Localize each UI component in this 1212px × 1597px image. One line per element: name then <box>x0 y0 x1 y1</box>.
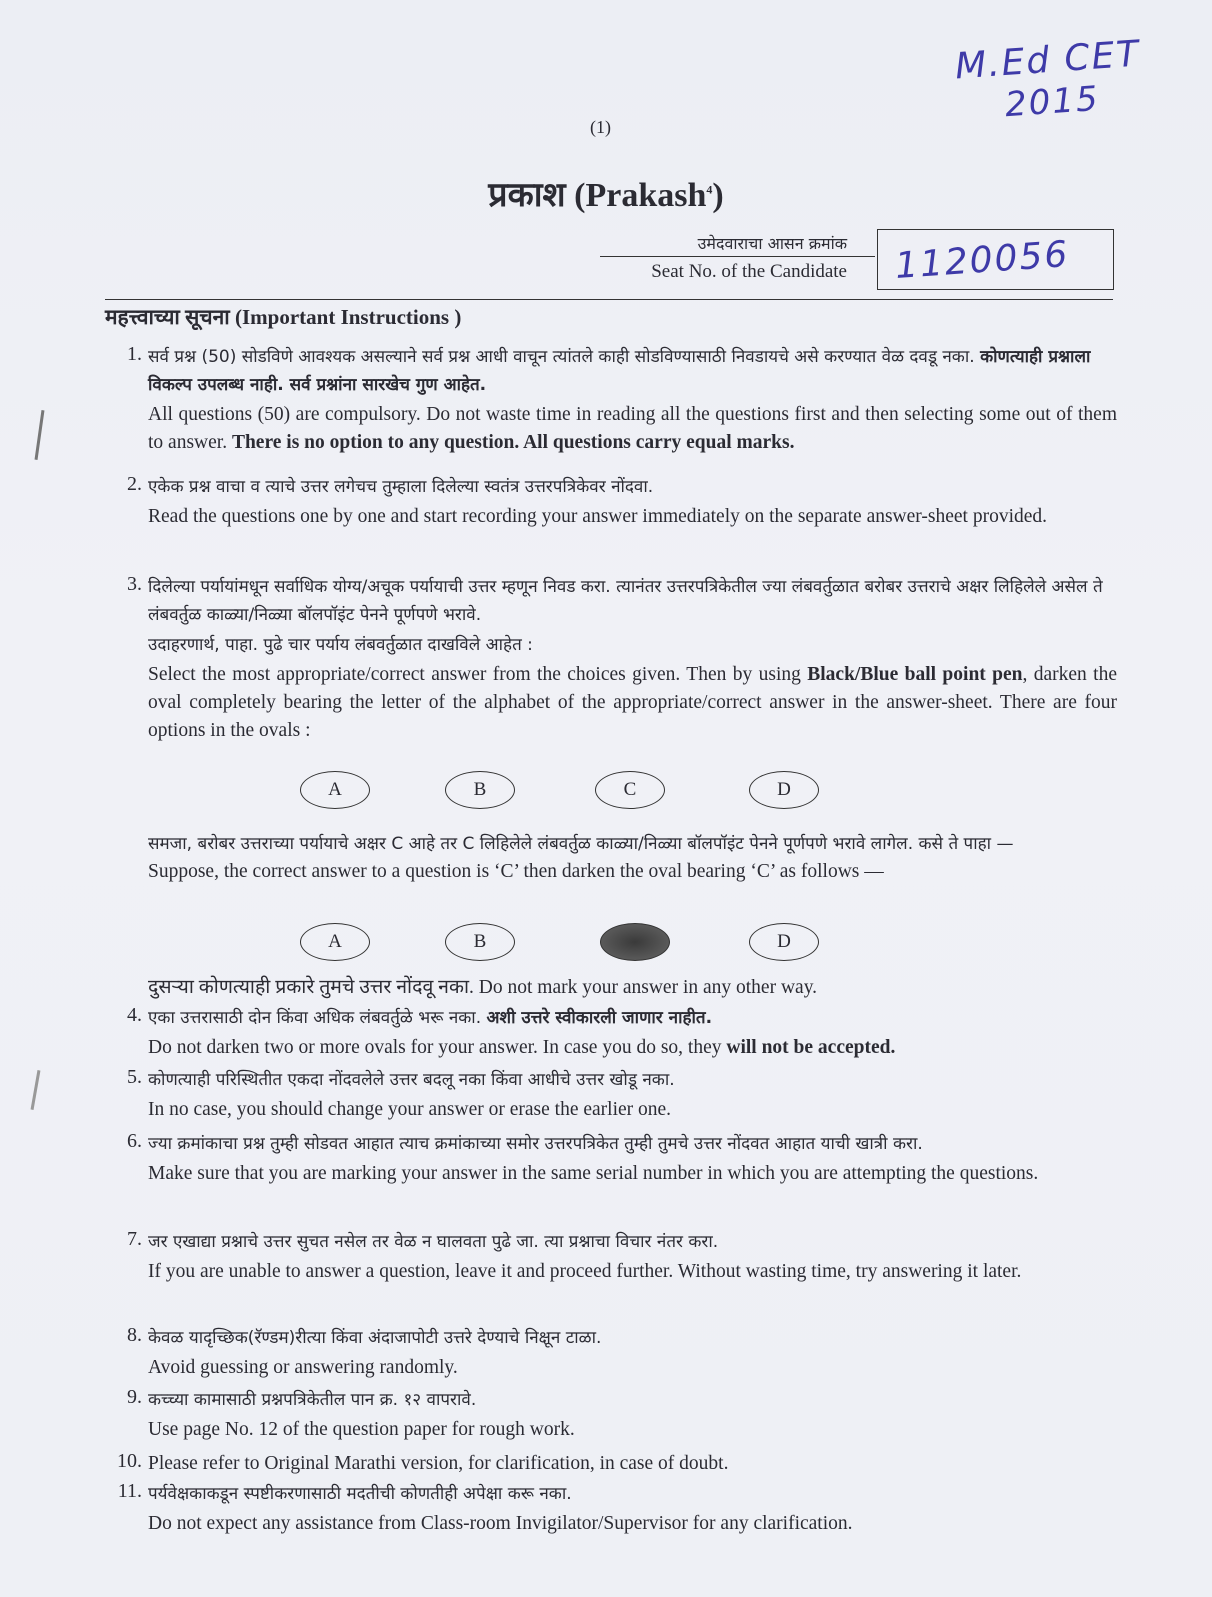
seat-label-english: Seat No. of the Candidate <box>651 261 847 282</box>
item-number: 1. <box>127 343 142 365</box>
item-text-marathi-example: उदाहरणार्थ, पाहा. पुढे चार पर्याय लंबवर्तुळात दाखविले आहेत : <box>148 635 533 655</box>
item-text-english: Do not darken two or more ovals for your answer. In case you do so, they <box>148 1037 722 1058</box>
example-text-english: Suppose, the correct answer to a question is ‘C’ then darken the oval bearing ‘C’ as follows — <box>148 861 884 882</box>
item-text-marathi: पर्यवेक्षकाकडून स्पष्टीकरणासाठी मदतीची कोणतीही अपेक्षा करू नका. <box>148 1484 572 1504</box>
item-text-marathi: ज्या क्रमांकाचा प्रश्न तुम्ही सोडवत आहात त्याच क्रमांकाच्या समोर उत्तरपत्रिकेत तुम्ही तुमचे उत्तर नोंदवत आहात याची खात्री करा. <box>148 1134 923 1154</box>
item-text-english: Do not expect any assistance from Class-room Invigilator/Supervisor for any clarification. <box>148 1513 853 1534</box>
answer-oval-b: B <box>445 923 515 961</box>
handwritten-year: 2015 <box>1003 78 1101 126</box>
item-text-english: If you are unable to answer a question, leave it and proceed further. Without wasting time, try answering it later. <box>148 1261 1022 1282</box>
item-text-marathi: दिलेल्या पर्यायांमधून सर्वाधिक योग्य/अचूक पर्यायाची उत्तर म्हणून निवड करा. त्यानंतर उत्तरपत्रिकेतील ज्या लंबवर्तुळात बरोबर उत्तराचे अक्षर लिहिलेले असेल ते लंबवर्तुळ काळ्या/निळ्या बॉलपॉइंट पेनने पूर्णपणे भरावे. <box>148 577 1103 625</box>
item-text-marathi: कच्च्या कामासाठी प्रश्नपत्रिकेतील पान क्र. १२ वापरावे. <box>148 1390 477 1410</box>
item-text-english: Select the most appropriate/correct answer from the choices given. Then by using <box>148 664 801 685</box>
booklet-title-text: प्रकाश (Prakash <box>488 177 707 214</box>
answer-oval-a: A <box>300 771 370 809</box>
item-text-english: In no case, you should change your answer or erase the earlier one. <box>148 1099 672 1120</box>
item-text-english-rest: , darken the oval completely bearing the letter of the alphabet of the appropriate/correct answer in the answer-sheet. There are four options in the ovals : <box>148 664 1117 741</box>
seat-label-divider <box>600 256 875 257</box>
margin-mark <box>31 1070 41 1110</box>
item-number: 10. <box>117 1450 142 1472</box>
item-text-english: All questions (50) are compulsory. Do not waste time in reading all the questions first and then selecting some out of them to answer. <box>148 404 1117 453</box>
item-text-english-bold: will not be accepted. <box>726 1037 896 1058</box>
item-text-marathi: एका उत्तरासाठी दोन किंवा अधिक लंबवर्तुळे भरू नका. <box>148 1008 482 1028</box>
item-text-marathi: कोणत्याही परिस्थितीत एकदा नोंदवलेले उत्तर बदलू नका किंवा आधीचे उत्तर खोडू नका. <box>148 1070 675 1090</box>
item-text-marathi: जर एखाद्या प्रश्नाचे उत्तर सुचत नसेल तर वेळ न घालवता पुढे जा. त्या प्रश्नाचा विचार नंतर करा. <box>148 1232 719 1252</box>
handwritten-exam-name: M.Ed CET <box>953 33 1142 88</box>
answer-oval-d: D <box>749 771 819 809</box>
item-number: 2. <box>127 473 142 495</box>
example-last-line: दुसऱ्या कोणत्याही प्रकारे तुमचे उत्तर नोंदवू नका. Do not mark your answer in any other way. <box>148 977 818 998</box>
answer-oval-b: B <box>445 771 515 809</box>
item-text-english: Make sure that you are marking your answer in the same serial number in which you are attempting the questions. <box>148 1163 1039 1184</box>
answer-oval-c-filled <box>600 923 670 961</box>
answer-oval-c: C <box>595 771 665 809</box>
item-text-english: Use page No. 12 of the question paper for rough work. <box>148 1419 575 1440</box>
item-number: 6. <box>127 1130 142 1152</box>
item-text-marathi: एकेक प्रश्न वाचा व त्याचे उत्तर लगेचच तुम्हाला दिलेल्या स्वतंत्र उत्तरपत्रिकेवर नोंदवा. <box>148 477 654 497</box>
example-explanation <box>148 830 1113 886</box>
booklet-title <box>0 170 1212 216</box>
item-number: 4. <box>127 1004 142 1026</box>
answer-oval-a: A <box>300 923 370 961</box>
margin-mark <box>35 410 45 460</box>
item-text-marathi: सर्व प्रश्न (50) सोडविणे आवश्यक असल्याने सर्व प्रश्न आधी वाचून त्यांतले काही सोडविण्यासाठी निवडायचे असे करण्यात वेळ दवडू नका. <box>148 347 975 367</box>
booklet-title-close: ) <box>712 177 724 214</box>
booklet-title-superscript: 4 <box>706 182 713 197</box>
item-text-english: Read the questions one by one and start recording your answer immediately on the separate answer-sheet provided. <box>148 506 1048 527</box>
item-number: 7. <box>127 1228 142 1250</box>
item-number: 3. <box>127 573 142 595</box>
item-text-english-bold: There is no option to any question. All questions carry equal marks. <box>231 432 795 453</box>
example-text-marathi: समजा, बरोबर उत्तराच्या पर्यायाचे अक्षर C आहे तर C लिहिलेले लंबवर्तुळ काळ्या/निळ्या बॉलपॉइंट पेनने पूर्णपणे भरावे लागेल. कसे ते पाहा — <box>148 834 1014 854</box>
item-text-marathi-bold: कोणत्याही प्रश्नाला विकल्प उपलब्ध नाही. सर्व प्रश्नांना सारखेच गुण आहेत. <box>148 347 1091 395</box>
item-text-english-bold: Black/Blue ball point pen <box>807 664 1023 685</box>
seat-number-value: 1120056 <box>893 233 1071 288</box>
seat-label-marathi: उमेदवाराचा आसन क्रमांक <box>697 234 847 253</box>
item-number: 11. <box>117 1480 142 1502</box>
page-number: (1) <box>590 117 611 137</box>
item-number: 8. <box>127 1324 142 1346</box>
item-text-marathi: केवळ यादृच्छिक(रॅण्डम)रीत्या किंवा अंदाजापोटी उत्तरे देण्याचे निक्षून टाळा. <box>148 1328 602 1348</box>
item-number: 5. <box>127 1066 142 1088</box>
instructions-heading: महत्त्वाच्या सूचना (Important Instructions ) <box>105 305 462 329</box>
header-divider <box>105 299 1113 300</box>
item-text-marathi-bold: अशी उत्तरे स्वीकारली जाणार नाहीत. <box>486 1008 713 1028</box>
item-number: 9. <box>127 1386 142 1408</box>
answer-oval-d: D <box>749 923 819 961</box>
item-text-english: Please refer to Original Marathi version, for clarification, in case of doubt. <box>148 1453 729 1474</box>
item-text-english: Avoid guessing or answering randomly. <box>148 1357 458 1378</box>
